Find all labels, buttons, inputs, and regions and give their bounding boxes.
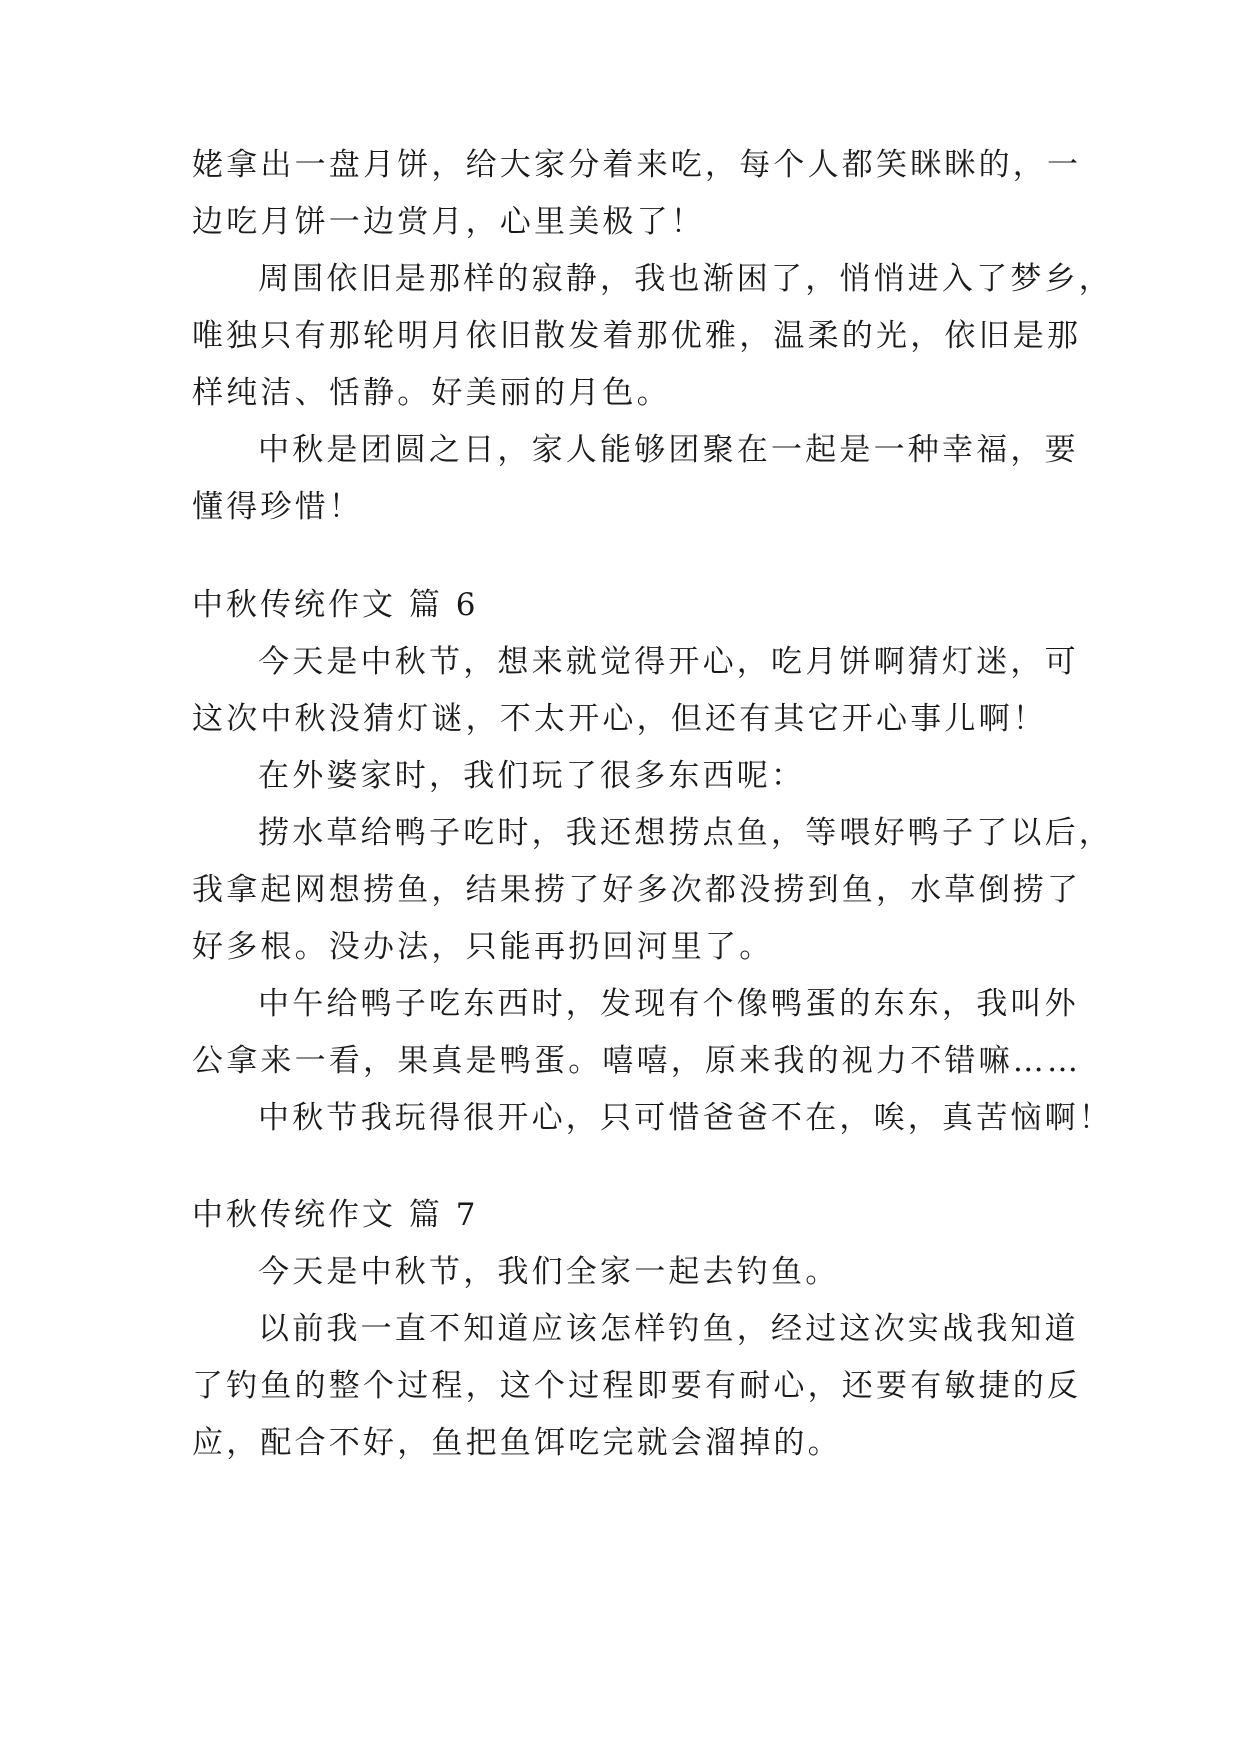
essay6-p3-line2: 我拿起网想捞鱼，结果捞了好多次都没捞到鱼，水草倒捞了 — [192, 872, 1082, 908]
essay6-p5-line1: 中秋节我玩得很开心，只可惜爸爸不在，唉，真苦恼啊！ — [258, 1100, 1113, 1136]
essay7-p2-line3: 应，配合不好，鱼把鱼饵吃完就会溜掉的。 — [192, 1425, 842, 1461]
essay5-p2-line1: 周围依旧是那样的寂静，我也渐困了，悄悄进入了梦乡， — [258, 261, 1113, 297]
essay7-p2-line2: 了钓鱼的整个过程，这个过程即要有耐心，还要有敏捷的反 — [192, 1368, 1082, 1404]
essay6-p4-line2: 公拿来一看，果真是鸭蛋。嘻嘻，原来我的视力不错嘛…… — [192, 1043, 1082, 1079]
essay5-p1-line2: 边吃月饼一边赏月，心里美极了！ — [192, 204, 705, 240]
essay6-p4-line1: 中午给鸭子吃东西时，发现有个像鸭蛋的东东，我叫外 — [258, 986, 1079, 1022]
essay5-p1-line1: 姥拿出一盘月饼，给大家分着来吃，每个人都笑眯眯的，一 — [192, 147, 1082, 183]
essay5-p2-line3: 样纯洁、恬静。好美丽的月色。 — [192, 375, 671, 411]
essay6-p1-line2: 这次中秋没猜灯谜，不太开心，但还有其它开心事儿啊！ — [192, 701, 1047, 737]
essay6-p3-line3: 好多根。没办法，只能再扔回河里了。 — [192, 929, 774, 965]
essay7-title: 中秋传统作文 篇 7 — [192, 1197, 479, 1233]
essay6-title: 中秋传统作文 篇 6 — [192, 587, 479, 623]
essay5-p2-line2: 唯独只有那轮明月依旧散发着那优雅，温柔的光，依旧是那 — [192, 318, 1082, 354]
essay6-p2-line1: 在外婆家时，我们玩了很多东西呢： — [258, 758, 806, 794]
essay5-p3-line2: 懂得珍惜！ — [192, 489, 363, 525]
essay5-p3-line1: 中秋是团圆之日，家人能够团聚在一起是一种幸福，要 — [258, 432, 1079, 468]
essay7-p2-line1: 以前我一直不知道应该怎样钓鱼，经过这次实战我知道 — [258, 1311, 1079, 1347]
essay7-p1-line1: 今天是中秋节，我们全家一起去钓鱼。 — [258, 1254, 840, 1290]
essay6-p3-line1: 捞水草给鸭子吃时，我还想捞点鱼，等喂好鸭子了以后， — [258, 815, 1113, 851]
essay6-p1-line1: 今天是中秋节，想来就觉得开心，吃月饼啊猜灯迷，可 — [258, 644, 1079, 680]
